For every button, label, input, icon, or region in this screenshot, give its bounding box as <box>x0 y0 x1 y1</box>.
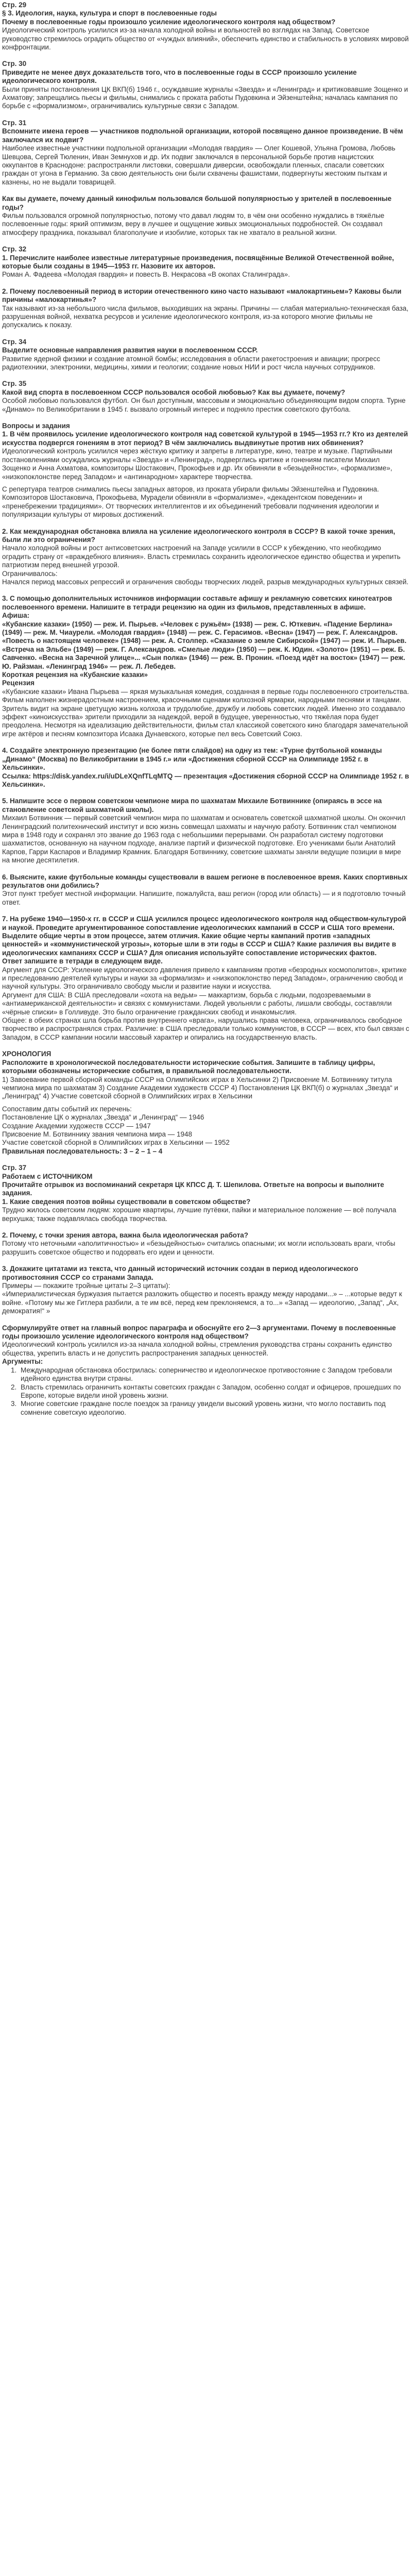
bold-text: Ссылка: https://disk.yandex.ru/i/uDLeXQnfTLqMTQ — презентация «Достижения сборной СССР на Олимпиаде 1952 г. в Хельсинки». <box>2 772 409 788</box>
page-heading: Стр. 30 <box>2 60 27 68</box>
label-text: Афиша: <box>2 612 30 620</box>
question-text: Расположите в хронологической последовательности исторические события. Запишите в таблицу цифры, которыми обозначены исторические события, в правильной последовательности. <box>2 1058 375 1075</box>
section-heading: ХРОНОЛОГИЯ <box>2 1050 52 1058</box>
bold-text: Правильная последовательность: 3 – 2 – 1 – 4 <box>2 1147 163 1155</box>
spacer <box>2 789 410 797</box>
document-page <box>2 1 410 1417</box>
spacer <box>2 1156 410 1164</box>
spacer <box>2 1257 410 1265</box>
answer-text: Так называют из-за небольшого числа фильмов, выходивших на экраны. Причины — слабая материально-техническая база, разрушенная войной, нехватка ресурсов и усиление идеологического контроля, из-за которого многие фильмы не допускались к показу. <box>2 304 409 329</box>
answer-text: Постановление ЦК о журналах „Звезда“ и „Ленинград“ — 1946 <box>2 1113 204 1122</box>
spacer <box>2 519 410 528</box>
argument-list <box>19 1366 410 1417</box>
answer-text: Развитие ядерной физики и создание атомной бомбы; исследования в области ракетостроения и авиации; прогресс радиотехники, электроники, медицины, химии и геологии; создание новых НИИ и рост числа научных сотрудников. <box>2 354 381 371</box>
spacer <box>2 371 410 380</box>
answer-text: Сопоставим даты событий их перечень: <box>2 1105 132 1113</box>
answer-text: Начался период массовых репрессий и ограничения свободы творческих людей, разрыв международных культурных связей. <box>2 578 409 586</box>
question-text: 7. На рубеже 1940—1950-х гг. в СССР и США усилился процесс идеологического контроля над обществом-культурой и наукой. Проведите аргументированное сопоставление идеологических кампаний в СССР и США того времени. Выделите общие черты в этом процессе, затем отличия. Какие общие черты кампаний против «западных ценностей» и «коммунистической угрозы», которые шли в эти годы в СССР и США? Какие различия вы видите в идеологических кампаниях СССР и США? Для описания используйте сопоставление исторических фактов. <box>2 915 406 957</box>
answer-text: Михаил Ботвинник — первый советский чемпион мира по шахматам и основатель советской шахматной школы. Он окончил Ленинградский политехнический институт и всю жизнь совмещал шахматы и научную работу. Ботвинник стал чемпионом мира в 1948 году и сохранял это звание до 1963 года с небольшими перерывами. Он разработал систему подготовки шахматистов, основанную на научном подходе, анализе партий и физической подготовке. Его учениками были Анатолий Карпов, Гарри Каспаров и Владимир Крамник. Благодаря Ботвиннику, советские шахматы заняли ведущие позиции в мире на многие десятилетия. <box>2 814 406 865</box>
page-heading: Стр. 31 <box>2 118 27 127</box>
spacer <box>2 1316 410 1324</box>
question-text: Как вы думаете, почему данный кинофильм пользовался большой популярностью у зрителей в послевоенные годы? <box>2 195 392 211</box>
spacer <box>2 1101 410 1105</box>
answer-text: Особой любовью пользовался футбол. Он был доступным, массовым и эмоционально объединяющим видом спорта. Турне «Динамо» по Великобритании в 1945 г. вызвало огромный интерес и подняло престиж советского футбола. <box>2 397 406 413</box>
spacer <box>2 330 410 338</box>
answer-text: Трудно жилось советским людям: хорошие квартиры, лучшие путёвки, пайки и материальное положение — всё получала верхушка; также подавлялась свобода творчества. <box>2 1206 397 1223</box>
question-text: 6. Выясните, какие футбольные команды существовали в вашем регионе в послевоенное время. Каких спортивных результатов они добились? <box>2 873 408 889</box>
question-text: 3. Докажите цитатами из текста, что данный исторический источник создан в период идеологического противостояния СССР со странами Запада. <box>2 1265 358 1281</box>
question-text: 1. Какие сведения поэтов войны существовали в советском обществе? <box>2 1197 251 1206</box>
page-heading: Стр. 29 <box>2 1 27 9</box>
answer-text: С репертуара театров снимались пьесы западных авторов, из проката убирали фильмы Эйзенштейна и Пудовкина. Композиторов Шостаковича, Прокофьева, Мурадели обвиняли в «формализме», «декадентском поведении» и «пренебрежении традициями». От творческих интеллигентов и их объединений требовали подчинения идеологии и популяризации культуры от мировых достижений. <box>2 485 379 519</box>
question-text: Выделите основные направления развития науки в послевоенном СССР. <box>2 346 258 354</box>
answer-text: Потому что неточными «аполитичностью» и «безыдейностью» считались опасными; их могли использовать враги, чтобы разрушить советское общество и подорвать его идеи и ценности. <box>2 1240 396 1256</box>
answer-text: Общее: в обеих странах шла борьба против внутреннего «врага», нарушались права человека, ограничивалось свободное творчество и распространялся страх. Различие: в США преследовали только коммунистов, в СССР — всех, кто был связан с Западом, в СССР кампании носили массовый характер и опирались на государственную власть. <box>2 1016 409 1041</box>
answer-text: Фильм пользовался огромной популярностью, потому что давал людям то, в чём они особенно нуждались в тяжёлые послевоенные годы: яркий оптимизм, веру в лучшее и ощущение живых эмоциональных подробностей. Он создавал атмосферу праздника, показывал благополучие и изобилие, которых так не хватало в реальной жизни. <box>2 211 385 236</box>
label-text: Аргументы: <box>2 1358 43 1366</box>
answer-text: «Кубанские казаки» Ивана Пырьева — яркая музыкальная комедия, созданная в первые годы послевоенного строительства. Фильм наполнен жизнерадостным настроением, красочными сценами колхозной ярмарки, народными песнями и танцами. Зритель видит на экране цветущую жизнь колхоза и трудолюбие, дружбу и любовь советских людей. Именно это создавало эффект «киноискусства» зрители приходили за надеждой, верой в будущее, уверенностью, что тяжёлая пора будет преодолена. Несмотря на идеализацию действительности, фильм стал классикой советского кино благодаря замечательной игре актёров и песням композитора Исаака Дунаевского, которые пел весь Советский Союз. <box>2 687 409 738</box>
section-heading: Работаем с ИСТОЧНИКОМ <box>2 1172 93 1180</box>
spacer <box>2 586 410 595</box>
page-heading: Стр. 32 <box>2 245 27 253</box>
section-heading: Вопросы и задания <box>2 422 70 430</box>
question-text: 3. С помощью дополнительных источников информации составьте афишу и рекламную советских кинотеатров послевоенного времени. Напишите в тетради рецензию на один из фильмов, представленных в афише. <box>2 595 392 611</box>
label-text: Короткая рецензия на «Кубанские казаки» <box>2 671 148 679</box>
question-text: Прочитайте отрывок из воспоминаний секретаря ЦК КПСС Д. Т. Шепилова. Ответьте на вопросы и выполните задания. <box>2 1180 384 1197</box>
question-text: 1. В чём проявилось усиление идеологического контроля над советской культурой в 1945—1953 гг.? Кто из деятелей искусства подвергся гонениям в этот период? В чём заключались выдвинутые против них обвинения? <box>2 430 408 447</box>
page-heading: § 3. Идеология, наука, культура и спорт в послевоенные годы <box>2 9 217 18</box>
spacer <box>2 1223 410 1231</box>
answer-text: Присвоение М. Ботвиннику звания чемпиона мира — 1948 <box>2 1130 193 1138</box>
spacer <box>2 414 410 422</box>
answer-text: Ограничивалось: <box>2 569 58 578</box>
question-text: Какой вид спорта в послевоенном СССР пользовался особой любовью? Как вы думаете, почему? <box>2 388 346 396</box>
page-heading: Стр. 34 <box>2 337 27 346</box>
question-text: 2. Почему послевоенный период в истории отечественного кино часто называют «малокартиньем»? Каковы были причины «малокартинья»? <box>2 287 402 304</box>
list-item: 2. Власть стремилась ограничить контакты советских граждан с Западом, особенно солдат и офицеров, прошедших по Европе, которые видели иной уровень жизни. <box>19 1383 410 1400</box>
spacer <box>2 865 410 873</box>
answer-text: 1) Завоевание первой сборной команды СССР на Олимпийских играх в Хельсинки 2) Присвоение М. Ботвиннику титула чемпиона мира по шахматам 3) Создание Академии художеств СССР 4) Постановления ЦК ВКП(б) о журналах „Звезда“ и „Ленинград“ 4) Участие советской сборной в Олимпийских играх в Хельсинки <box>2 1075 399 1100</box>
page-heading: Стр. 37 <box>2 1164 27 1172</box>
spacer <box>2 1042 410 1050</box>
answer-text: Аргумент для США: В США преследовали «охота на ведьм» — маккартизм, борьба с людьми, подозреваемыми в «антиамериканской деятельности» и связях с коммунистами. Людей увольняли с работы, лишали свободы, составляли «чёрные списки» в Голливуде. Это было ограничение гражданских свобод и инакомыслия. <box>2 991 392 1016</box>
answer-text: Этот пункт требует местной информации. Напишите, пожалуйста, ваш регион (город или область) — и я подготовлю точный ответ. <box>2 890 406 906</box>
question-text: 5. Напишите эссе о первом советском чемпионе мира по шахматам Михаиле Ботвиннике (опираясь в эссе на становление советской шахматной школы). <box>2 797 382 814</box>
spacer <box>2 481 410 485</box>
list-item: 3. Многие советские граждане после поездок за границу увидели высокий уровень жизни, что могло поставить под сомнение советскую идеологию. <box>19 1400 410 1417</box>
answer-text: Аргумент для СССР: Усиление идеологического давления привело к кампаниям против «безродных космополитов», критике и преследованию деятелей культуры и науки за «формализм» и «низкопоклонство перед Западом», ограничению свобод и научной культуры. Это ограничивало свободу мысли и развитие науки и искусства. <box>2 965 407 991</box>
bold-text: «Кубанские казаки» (1950) — реж. И. Пырьев. «Человек с ружьём» (1938) — реж. С. Юткевич. «Падение Берлина» (1949) — реж. М. Чиаурели. «Молодая гвардия» (1948) — реж. С. Герасимов. «Весна» (1947) — реж. Г. Александров. «Повесть о настоящем человеке» (1948) — реж. А. Столпер. «Сказание о земле Сибирской» (1947) — реж. И. Пырьев. «Встреча на Эльбе» (1949) — реж. Г. Александров. «Смелые люди» (1950) — реж. К. Юдин. «Золото» (1951) — реж. Б. Савченко. «Весна на Заречной улице»... «Сын полка» (1946) — реж. В. Пронин. «Поезд идёт на восток» (1947) — реж. Ю. Райзман. «Ленинград 1946» — реж. Л. Лебедев. <box>2 620 407 670</box>
spacer <box>2 907 410 915</box>
question-text: Сформулируйте ответ на главный вопрос параграфа и обоснуйте его 2—3 аргументами. Почему в послевоенные годы произошло усиление идеологического контроля над обществом? <box>2 1324 396 1341</box>
question-text: 2. Как международная обстановка влияла на усиление идеологического контроля в СССР? В какой точке зрения, были ли это ограничения? <box>2 527 396 544</box>
spacer <box>2 52 410 60</box>
spacer <box>2 279 410 287</box>
question-text: Почему в послевоенные годы произошло усиление идеологического контроля над обществом? <box>2 18 336 26</box>
answer-text: Создание Академии художеств СССР — 1947 <box>2 1122 151 1130</box>
question-text: 4. Создайте электронную презентацию (не более пяти слайдов) на одну из тем: «Турне футбольной команды „Динамо“ (Москва) по Великобритании в 1945 г.» или «Достижения сборной СССР на Олимпиаде 1952 г. в Хельсинки». <box>2 747 382 772</box>
spacer <box>2 187 410 195</box>
answer-text: Роман А. Фадеева «Молодая гвардия» и повесть В. Некрасова «В окопах Сталинграда». <box>2 270 290 279</box>
answer-text: Участие советской сборной в Олимпийских играх в Хельсинки — 1952 <box>2 1139 230 1147</box>
question-text: Вспомните имена героев — участников подпольной организации, которой посвящено данное произведение. В чём заключался их подвиг? <box>2 127 403 144</box>
label-text: Ответ запишите в тетради в следующем виде. <box>2 957 163 965</box>
answer-text: Наиболее известные участники подпольной организации «Молодая гвардия» — Олег Кошевой, Ульяна Громова, Любовь Шевцова, Сергей Тюленин, Иван Земнухов и др. Их подвиг заключался в персональной борьбе против нацистских оккупантов в Краснодоне: распространяли листовки, совершали диверсии, освобождали пленных, спасали советских граждан от угона в Германию. За свою деятельность они были схвачены фашистами, подвергнуты жестоким пыткам и казнены, но не выдали товарищей. <box>2 144 396 186</box>
answer-text: Были приняты постановления ЦК ВКП(б) 1946 г., осуждавшие журналы «Звезда» и «Ленинград» и критиковавшие Зощенко и Ахматову; запрещались пьесы и фильмы, снимались с проката работы Пудовкина и Эйзенштейна; началась кампания по борьбе с «формализмом», ограничивались культурные связи с Западом. <box>2 85 408 110</box>
question-text: Приведите не менее двух доказательств того, что в послевоенные годы в СССР произошло усиление идеологического контроля. <box>2 68 357 85</box>
answer-text: Примеры — покажите тройные цитаты 2–3 цитаты): <box>2 1282 170 1290</box>
label-text: Рецензия <box>2 679 35 687</box>
spacer <box>2 111 410 119</box>
question-text: 1. Перечислите наиболее известные литературные произведения, посвящённые Великой Отечественной войне, которые были созданы в 1945—1953 гг. Назовите их авторов. <box>2 253 394 270</box>
answer-text: Идеологический контроль усилился через жёсткую критику и запреты в литературе, кино, театре и музыке. Партийными постановлениями осуждались журналы «Звезда» и «Ленинград», подверглись критике и гонениям писатели Михаил Зощенко и Анна Ахматова, композиторы Шостакович, Прокофьев и др. Их обвиняли в «безыдейности», «формализме», «низкопоклонстве перед Западом» и «антинародном» характере творчества. <box>2 447 392 481</box>
spacer <box>2 738 410 747</box>
answer-text: «Империалистическая буржуазия пытается разложить общество и посеять вражду между народами...» – ...которые ведут к войне. «Потому мы же Гитлера разбили, а те им всё, перед кем преклоняемся, а то...» «Запад — идеологию, „Запад“, „Ах, демократия!“ » <box>2 1290 402 1315</box>
answer-text: Начало холодной войны и рост антисоветских настроений на Западе усилили в СССР к убеждению, что необходимо оградить страну от «враждебного влияния». Власть стремилась сохранить идеологическое единство общества и укрепить патриотизм перед внешней угрозой. <box>2 544 401 569</box>
question-text: 2. Почему, с точки зрения автора, важна была идеологическая работа? <box>2 1231 249 1239</box>
list-item: 1. Международная обстановка обострилась: соперничество и идеологическое противостояние с Западом требовали идейного единства внутри страны. <box>19 1366 410 1383</box>
answer-text: Идеологический контроль усилился из-за начала холодной войны и вольностей во взглядах на Запад. Советское руководство стремилось оградить общество от «чуждых влияний», обеспечить единство и стабильность в условиях мировой конфронтации. <box>2 26 409 52</box>
page-heading: Стр. 35 <box>2 380 27 388</box>
answer-text: Идеологический контроль усилился из-за начала холодной войны, стремления руководства страны сохранить единство общества, укрепить власть и не допустить распространения западных ценностей. <box>2 1341 392 1357</box>
spacer <box>2 237 410 245</box>
